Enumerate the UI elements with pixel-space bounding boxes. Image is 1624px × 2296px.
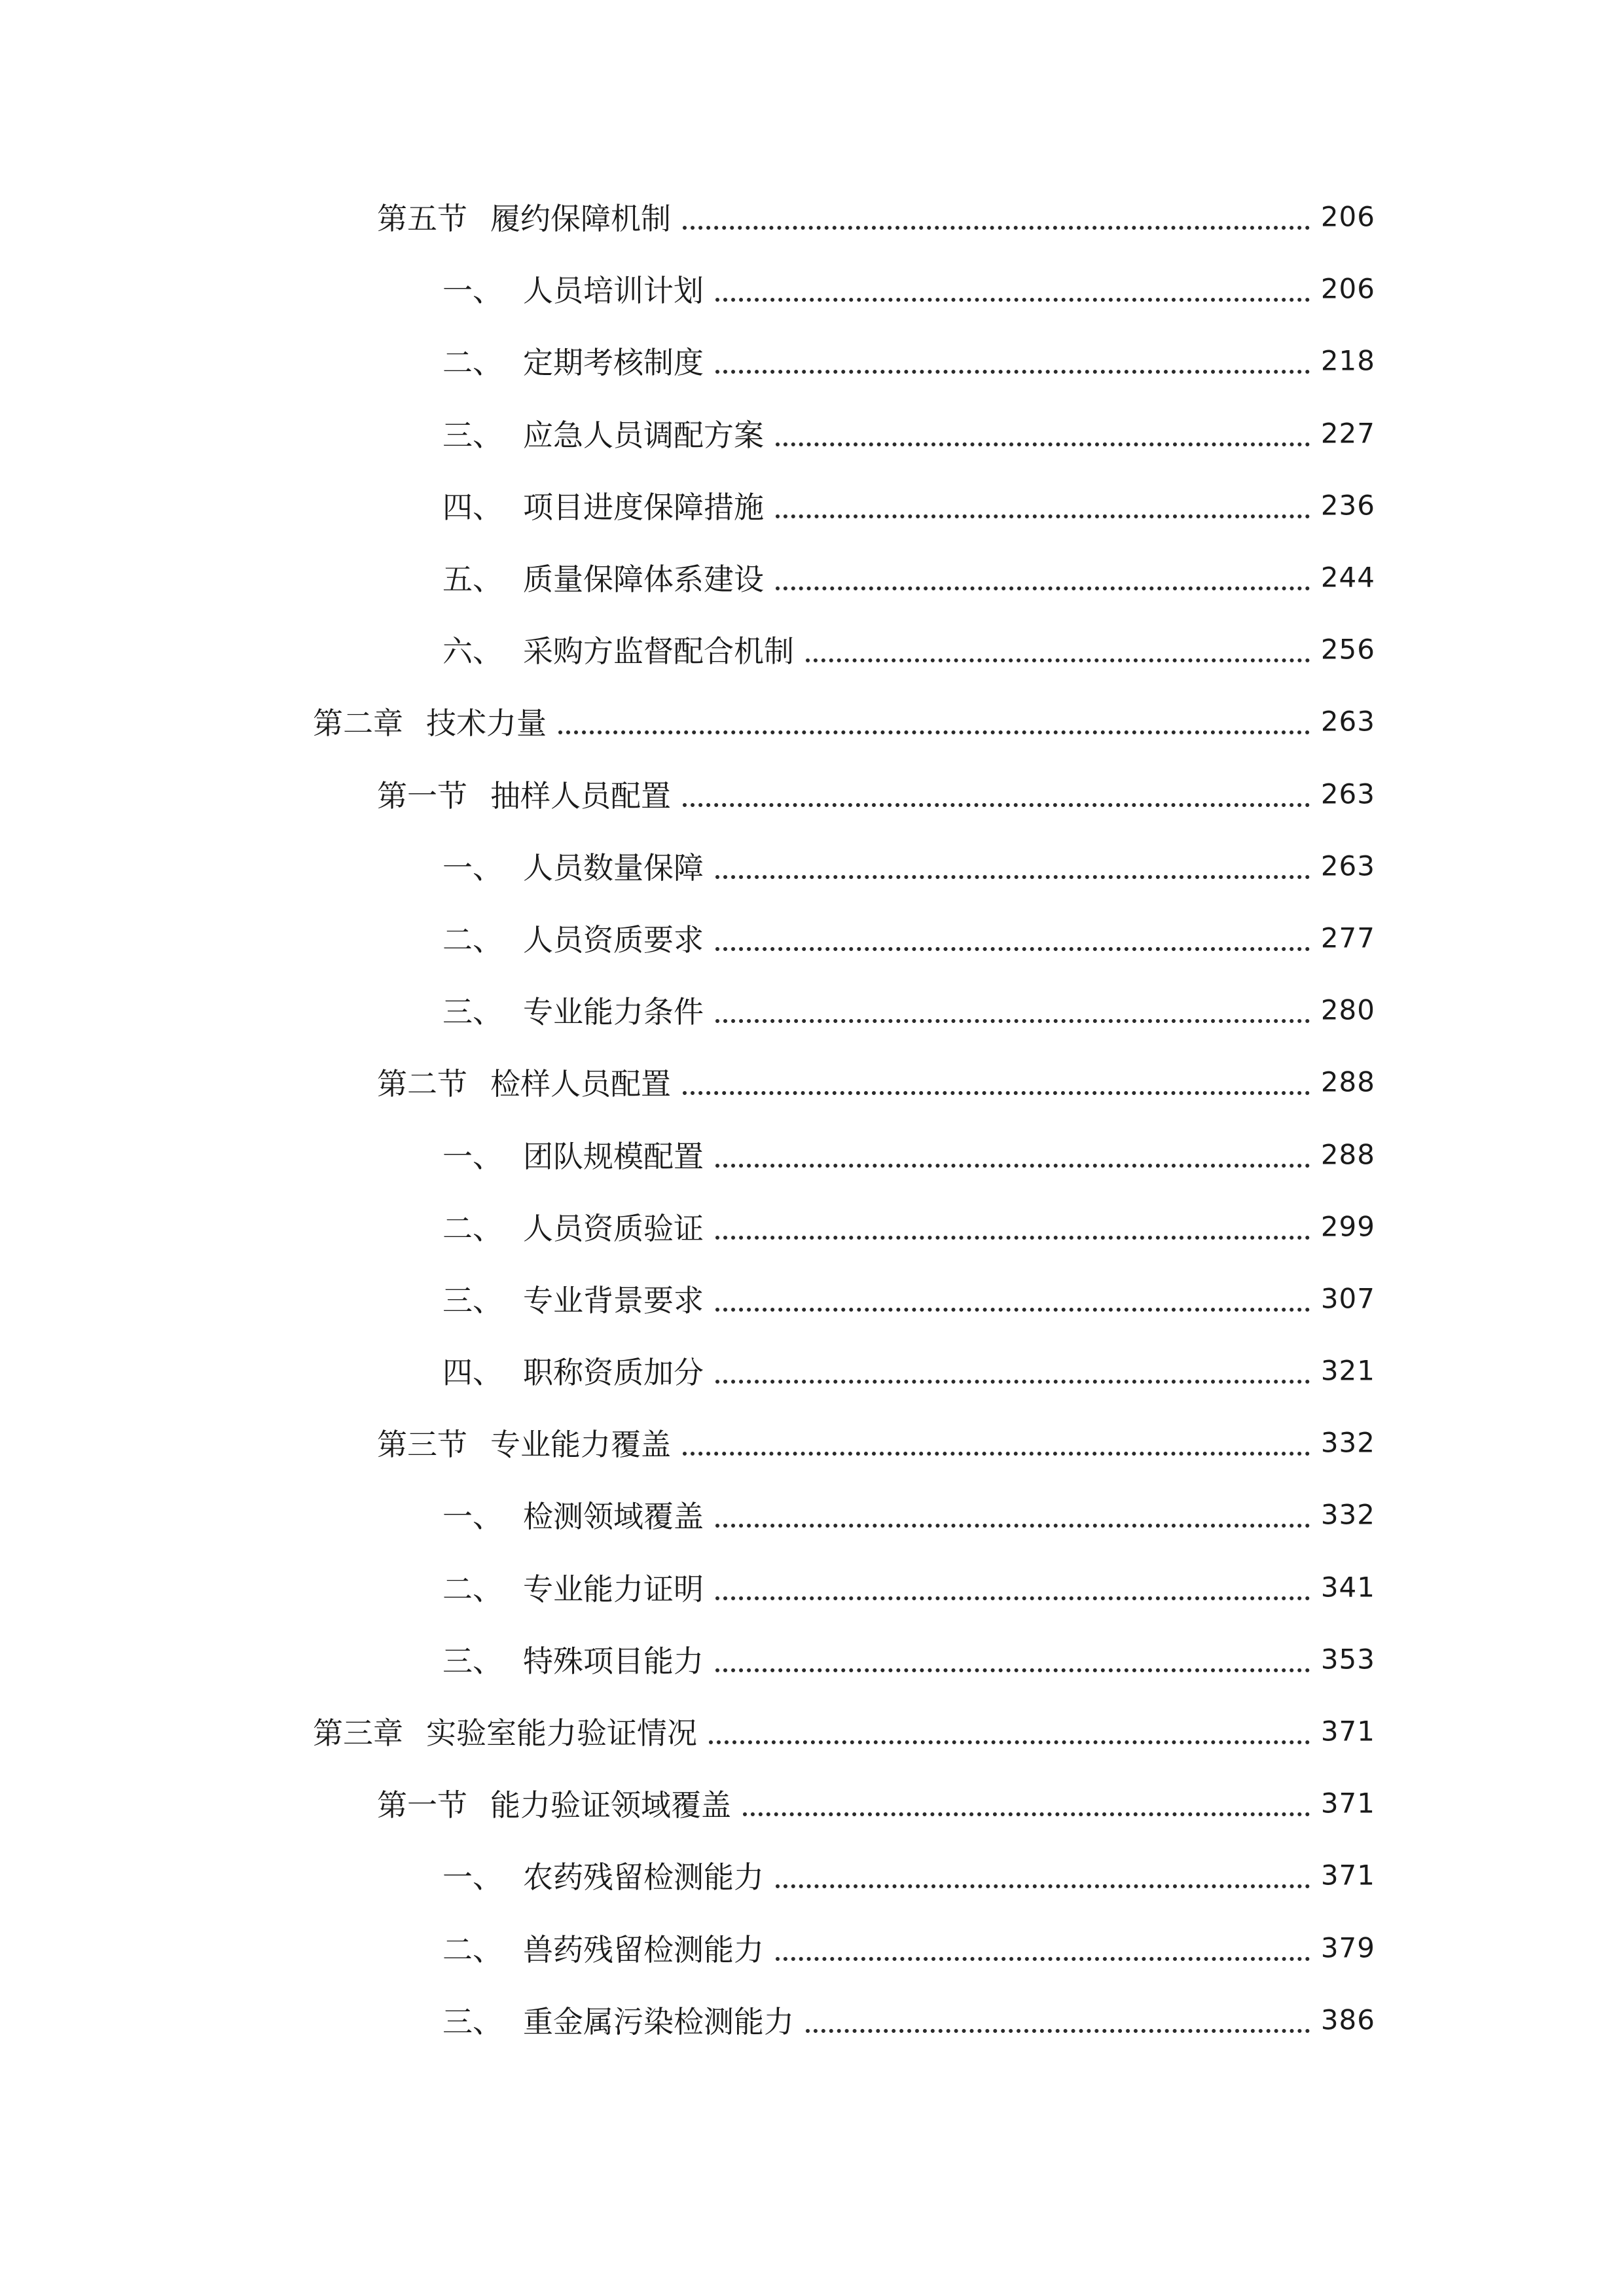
toc-entry-page-number: 321 <box>1320 1354 1375 1387</box>
toc-entry-title: 职称资质加分 <box>523 1355 704 1391</box>
toc-entry-title: 专业能力条件 <box>523 994 704 1030</box>
toc-entry-title: 应急人员调配方案 <box>523 417 764 453</box>
toc-entry[interactable] <box>0 758 1624 830</box>
toc-entry-page-number: 206 <box>1320 200 1375 233</box>
toc-dot-leader <box>683 226 1310 230</box>
toc-entry-title: 兽药残留检测能力 <box>523 1931 764 1967</box>
toc-dot-leader <box>715 1524 1310 1528</box>
toc-dot-leader <box>683 1452 1310 1456</box>
toc-entry-prefix: 五、 <box>442 562 503 598</box>
toc-entry-title: 人员培训计划 <box>523 273 704 309</box>
toc-entry-page-number: 332 <box>1320 1498 1375 1531</box>
toc-entry-title: 定期考核制度 <box>523 345 704 381</box>
toc-entry[interactable] <box>0 253 1624 325</box>
toc-entry[interactable] <box>0 974 1624 1046</box>
toc-entry[interactable] <box>0 1191 1624 1263</box>
toc-entry-page-number: 371 <box>1320 1715 1375 1748</box>
toc-dot-leader <box>776 514 1310 518</box>
toc-entry-prefix: 第二节 <box>377 1066 467 1102</box>
toc-entry-page-number: 371 <box>1320 1859 1375 1892</box>
toc-entry-prefix: 二、 <box>442 1210 503 1246</box>
toc-entry-title: 专业背景要求 <box>523 1282 704 1318</box>
toc-entry-page-number: 227 <box>1320 417 1375 450</box>
toc-entry-prefix: 一、 <box>442 1138 503 1174</box>
toc-entry[interactable] <box>0 1912 1624 1984</box>
toc-entry-prefix: 第三章 <box>313 1715 403 1751</box>
toc-entry[interactable] <box>0 1695 1624 1767</box>
toc-entry-page-number: 263 <box>1320 778 1375 810</box>
toc-entry[interactable] <box>0 902 1624 974</box>
toc-entry[interactable] <box>0 1407 1624 1479</box>
toc-entry-title: 能力验证领域覆盖 <box>490 1787 731 1823</box>
toc-entry[interactable] <box>0 181 1624 253</box>
toc-entry-page-number: 288 <box>1320 1138 1375 1171</box>
toc-dot-leader <box>558 730 1310 734</box>
toc-entry-prefix: 一、 <box>442 1859 503 1895</box>
toc-entry-page-number: 299 <box>1320 1210 1375 1243</box>
toc-entry[interactable] <box>0 1335 1624 1407</box>
toc-entry-page-number: 379 <box>1320 1931 1375 1964</box>
toc-entry[interactable] <box>0 1623 1624 1695</box>
toc-entry-page-number: 371 <box>1320 1787 1375 1820</box>
toc-entry-title: 人员资质要求 <box>523 922 704 958</box>
toc-entry[interactable] <box>0 397 1624 469</box>
toc-entry-page-number: 218 <box>1320 344 1375 377</box>
toc-dot-leader <box>776 1884 1310 1888</box>
toc-entry[interactable] <box>0 685 1624 757</box>
toc-entry-prefix: 第一节 <box>377 1787 467 1823</box>
toc-entry-title: 检样人员配置 <box>490 1066 671 1102</box>
toc-entry-title: 特殊项目能力 <box>523 1643 704 1679</box>
toc-entry-prefix: 三、 <box>442 994 503 1030</box>
toc-dot-leader <box>776 1957 1310 1961</box>
toc-entry-prefix: 第二章 <box>313 706 403 742</box>
toc-entry-title: 抽样人员配置 <box>490 778 671 814</box>
toc-entry-page-number: 263 <box>1320 850 1375 882</box>
toc-entry-prefix: 第三节 <box>377 1427 467 1463</box>
toc-entry[interactable] <box>0 469 1624 541</box>
toc-dot-leader <box>715 875 1310 879</box>
toc-entry-page-number: 280 <box>1320 994 1375 1026</box>
toc-entry-title: 专业能力证明 <box>523 1571 704 1607</box>
toc-dot-leader <box>715 1236 1310 1240</box>
toc-entry-page-number: 206 <box>1320 272 1375 305</box>
toc-dot-leader <box>806 658 1310 662</box>
toc-entry[interactable] <box>0 541 1624 613</box>
toc-entry-page-number: 353 <box>1320 1643 1375 1676</box>
toc-entry-prefix: 三、 <box>442 417 503 453</box>
toc-entry-page-number: 386 <box>1320 2003 1375 2036</box>
toc-dot-leader <box>715 1308 1310 1312</box>
toc-dot-leader <box>715 1164 1310 1168</box>
toc-dot-leader <box>715 1380 1310 1384</box>
toc-dot-leader <box>715 1668 1310 1672</box>
toc-dot-leader <box>806 2029 1310 2033</box>
toc-entry-page-number: 263 <box>1320 705 1375 738</box>
toc-entry-page-number: 332 <box>1320 1426 1375 1459</box>
toc-entry-prefix: 三、 <box>442 1643 503 1679</box>
toc-entry-prefix: 二、 <box>442 1571 503 1607</box>
toc-entry-page-number: 341 <box>1320 1571 1375 1604</box>
toc-entry-prefix: 一、 <box>442 273 503 309</box>
toc-entry-title: 人员资质验证 <box>523 1210 704 1246</box>
toc-entry-prefix: 一、 <box>442 850 503 886</box>
toc-entry[interactable] <box>0 1118 1624 1190</box>
toc-entry-title: 采购方监督配合机制 <box>523 634 794 670</box>
toc-entry-title: 人员数量保障 <box>523 850 704 886</box>
toc-entry-title: 质量保障体系建设 <box>523 562 764 598</box>
toc-entry-title: 技术力量 <box>426 706 547 742</box>
toc-dot-leader <box>776 442 1310 446</box>
toc-entry[interactable] <box>0 1767 1624 1839</box>
toc-entry-title: 团队规模配置 <box>523 1138 704 1174</box>
toc-entry-prefix: 三、 <box>442 1282 503 1318</box>
toc-entry[interactable] <box>0 1046 1624 1118</box>
toc-entry[interactable] <box>0 1263 1624 1335</box>
toc-entry-title: 专业能力覆盖 <box>490 1427 671 1463</box>
toc-entry-prefix: 第五节 <box>377 201 467 237</box>
toc-entry-page-number: 256 <box>1320 633 1375 666</box>
toc-dot-leader <box>715 298 1310 302</box>
toc-entry-prefix: 四、 <box>442 1355 503 1391</box>
toc-entry-prefix: 二、 <box>442 1931 503 1967</box>
toc-entry-page-number: 244 <box>1320 561 1375 594</box>
toc-dot-leader <box>743 1812 1310 1816</box>
toc-entry-page-number: 236 <box>1320 489 1375 522</box>
toc-entry-title: 履约保障机制 <box>490 201 671 237</box>
toc-dot-leader <box>715 1596 1310 1600</box>
toc-dot-leader <box>715 370 1310 374</box>
toc-entry-prefix: 二、 <box>442 345 503 381</box>
toc-dot-leader <box>776 586 1310 590</box>
toc-entry-prefix: 第一节 <box>377 778 467 814</box>
toc-entry-prefix: 一、 <box>442 1499 503 1535</box>
toc-entry[interactable] <box>0 1839 1624 1911</box>
toc-entry[interactable] <box>0 1479 1624 1551</box>
toc-entry-page-number: 288 <box>1320 1066 1375 1098</box>
toc-entry-page-number: 307 <box>1320 1282 1375 1315</box>
toc-entry-title: 实验室能力验证情况 <box>426 1715 697 1751</box>
toc-dot-leader <box>715 1019 1310 1023</box>
toc-dot-leader <box>683 803 1310 807</box>
toc-entry[interactable] <box>0 830 1624 902</box>
toc-entry[interactable] <box>0 613 1624 685</box>
toc-entry-prefix: 三、 <box>442 2003 503 2039</box>
toc-entry-title: 检测领域覆盖 <box>523 1499 704 1535</box>
toc-dot-leader <box>683 1091 1310 1095</box>
toc-entry-prefix: 二、 <box>442 922 503 958</box>
toc-entry-page-number: 277 <box>1320 922 1375 954</box>
toc-dot-leader <box>715 947 1310 951</box>
toc-entry[interactable] <box>0 325 1624 397</box>
toc-dot-leader <box>709 1740 1310 1744</box>
toc-entry-title: 农药残留检测能力 <box>523 1859 764 1895</box>
toc-entry-prefix: 四、 <box>442 489 503 525</box>
toc-entry-title: 重金属污染检测能力 <box>523 2003 794 2039</box>
table-of-contents <box>0 181 1624 2056</box>
toc-entry-prefix: 六、 <box>442 634 503 670</box>
toc-entry[interactable] <box>0 1984 1624 2056</box>
toc-entry[interactable] <box>0 1551 1624 1623</box>
toc-entry-title: 项目进度保障措施 <box>523 489 764 525</box>
